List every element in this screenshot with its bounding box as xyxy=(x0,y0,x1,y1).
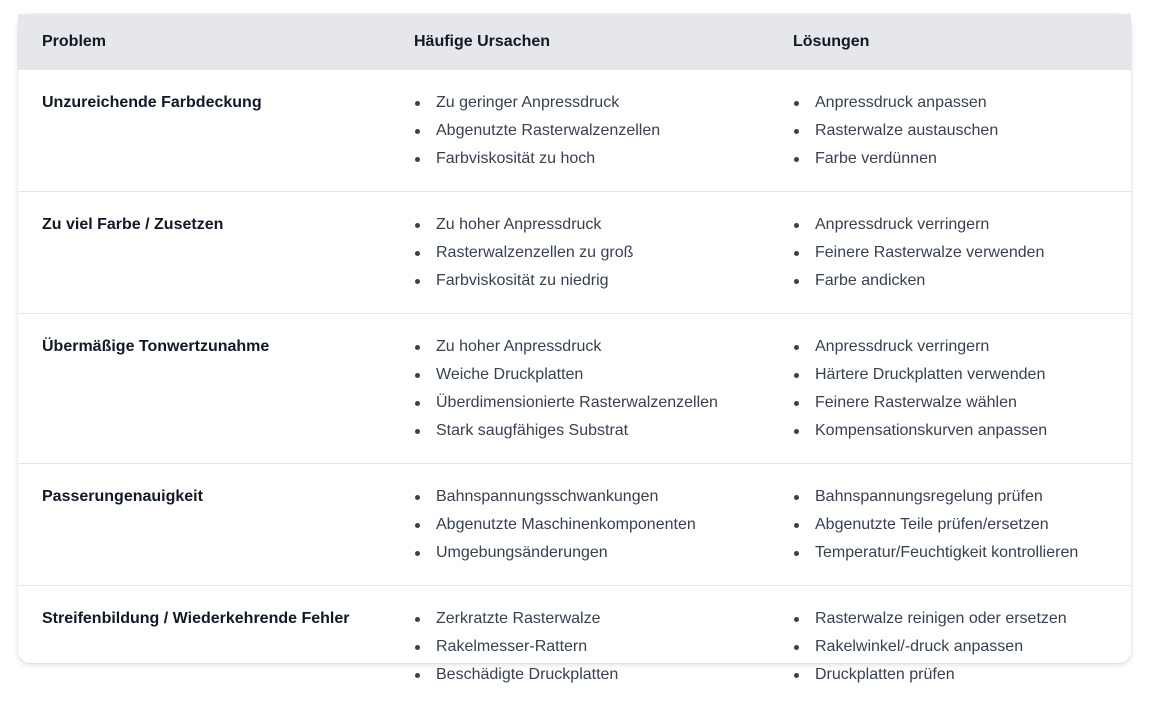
cause-item: Stark saugfähiges Substrat xyxy=(414,417,769,445)
table-row xyxy=(18,464,1131,586)
header-row xyxy=(18,14,1131,70)
solution-item: Anpressdruck anpassen xyxy=(793,89,1131,117)
solution-item: Feinere Rasterwalze verwenden xyxy=(793,239,1131,267)
solution-item: Härtere Druckplatten verwenden xyxy=(793,361,1131,389)
solution-list xyxy=(793,333,1131,445)
cause-item: Abgenutzte Maschinenkomponenten xyxy=(414,511,769,539)
solution-item: Bahnspannungsregelung prüfen xyxy=(793,483,1131,511)
problem-label: Passerungenauigkeit xyxy=(42,483,390,511)
cause-item: Farbviskosität zu niedrig xyxy=(414,267,769,295)
solution-item: Farbe andicken xyxy=(793,267,1131,295)
table-body xyxy=(18,70,1131,707)
table-header xyxy=(18,14,1131,70)
problem-label: Streifenbildung / Wiederkehrende Fehler xyxy=(42,605,390,633)
problem-cell xyxy=(18,586,390,707)
solution-item: Rasterwalze austauschen xyxy=(793,117,1131,145)
cause-item: Farbviskosität zu hoch xyxy=(414,145,769,173)
cause-item: Zu hoher Anpressdruck xyxy=(414,333,769,361)
solution-item: Anpressdruck verringern xyxy=(793,333,1131,361)
solution-item: Farbe verdünnen xyxy=(793,145,1131,173)
table-row xyxy=(18,192,1131,314)
table-row xyxy=(18,586,1131,707)
cause-list xyxy=(414,605,769,689)
solution-item: Rakelwinkel/-druck anpassen xyxy=(793,633,1131,661)
header-solutions: Lösungen xyxy=(769,14,1131,70)
cause-item: Abgenutzte Rasterwalzenzellen xyxy=(414,117,769,145)
cause-item: Umgebungsänderungen xyxy=(414,539,769,567)
causes-cell xyxy=(390,464,769,586)
cause-list xyxy=(414,483,769,567)
problem-cell xyxy=(18,192,390,314)
troubleshooting-table xyxy=(18,14,1131,707)
cause-list xyxy=(414,333,769,445)
solution-list xyxy=(793,211,1131,295)
solution-item: Druckplatten prüfen xyxy=(793,661,1131,689)
solutions-cell xyxy=(769,70,1131,192)
causes-cell xyxy=(390,192,769,314)
header-problem: Problem xyxy=(18,14,390,70)
solution-item: Temperatur/Feuchtigkeit kontrollieren xyxy=(793,539,1131,567)
cause-list xyxy=(414,89,769,173)
solutions-cell xyxy=(769,314,1131,464)
cause-item: Überdimensionierte Rasterwalzenzellen xyxy=(414,389,769,417)
solutions-cell xyxy=(769,192,1131,314)
solutions-cell xyxy=(769,464,1131,586)
solution-list xyxy=(793,605,1131,689)
table-row xyxy=(18,314,1131,464)
solution-list xyxy=(793,483,1131,567)
table-row xyxy=(18,70,1131,192)
cause-list xyxy=(414,211,769,295)
causes-cell xyxy=(390,586,769,707)
cause-item: Beschädigte Druckplatten xyxy=(414,661,769,689)
causes-cell xyxy=(390,70,769,192)
cause-item: Bahnspannungsschwankungen xyxy=(414,483,769,511)
problem-cell xyxy=(18,70,390,192)
cause-item: Rasterwalzenzellen zu groß xyxy=(414,239,769,267)
problem-label: Unzureichende Farbdeckung xyxy=(42,89,390,117)
header-causes: Häufige Ursachen xyxy=(390,14,769,70)
solution-item: Abgenutzte Teile prüfen/ersetzen xyxy=(793,511,1131,539)
cause-item: Zu hoher Anpressdruck xyxy=(414,211,769,239)
problem-label: Zu viel Farbe / Zusetzen xyxy=(42,211,390,239)
cause-item: Zu geringer Anpressdruck xyxy=(414,89,769,117)
solution-list xyxy=(793,89,1131,173)
solutions-cell xyxy=(769,586,1131,707)
cause-item: Zerkratzte Rasterwalze xyxy=(414,605,769,633)
causes-cell xyxy=(390,314,769,464)
problem-cell xyxy=(18,314,390,464)
cause-item: Weiche Druckplatten xyxy=(414,361,769,389)
solution-item: Rasterwalze reinigen oder ersetzen xyxy=(793,605,1131,633)
solution-item: Anpressdruck verringern xyxy=(793,211,1131,239)
troubleshooting-table-card xyxy=(18,14,1131,663)
solution-item: Kompensationskurven anpassen xyxy=(793,417,1131,445)
solution-item: Feinere Rasterwalze wählen xyxy=(793,389,1131,417)
problem-label: Übermäßige Tonwertzunahme xyxy=(42,333,390,361)
cause-item: Rakelmesser-Rattern xyxy=(414,633,769,661)
problem-cell xyxy=(18,464,390,586)
